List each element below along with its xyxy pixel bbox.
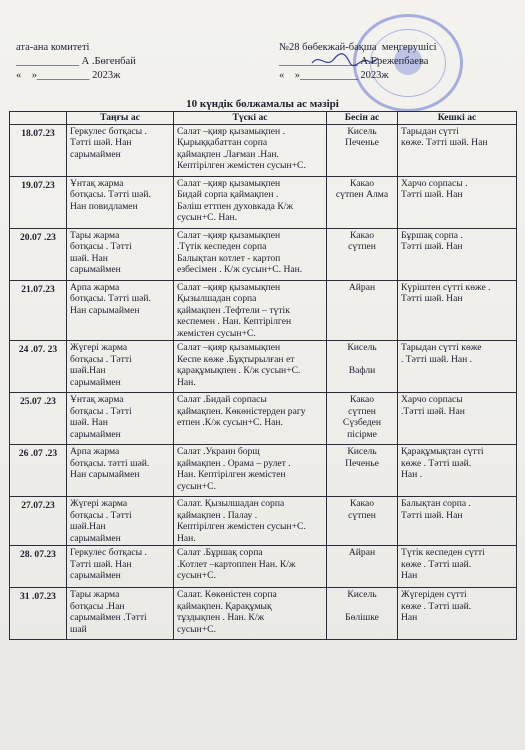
breakfast-cell: Жүгері жарма ботқасы . Тәтті шәй.Нан сарымаймен [67, 341, 174, 393]
director-date-line: « »___________ 2023ж [279, 70, 389, 81]
date-cell: 24 .07. 23 [10, 341, 67, 393]
snack-cell: Какао сүтпен [327, 228, 398, 280]
breakfast-cell: Ұнтақ жарма ботқасы. Тәтті шәй. Нан повидламен [67, 176, 174, 228]
director-signature-line: _______________ А.Ережепбаева [279, 56, 429, 67]
breakfast-cell: Геркулес ботқасы . Тәтті шәй. Нан сарымаймен [67, 546, 174, 588]
date-cell: 31 .07.23 [10, 588, 67, 640]
dinner-cell: Харчо сорпасы . Тәтті шәй. Нан [398, 176, 517, 228]
parent-committee-date-line: « »__________ 2023ж [16, 70, 121, 81]
snack-cell: Кисель Бөлішке [327, 588, 398, 640]
dinner-cell: Балықтан сорпа . Тәтті шәй. Нан [398, 497, 517, 546]
lunch-cell: Салат –қияр қызамықпен . Қырыққабаттан сорпа қаймақпен .Лағман .Нан. Кептірілген жемістен сусын+С. [174, 124, 327, 176]
parent-committee-signature-line: ____________ А .Бөгенбай [16, 56, 136, 67]
lunch-cell: Салат –қияр қызамықпен Бидай сорпа қаймақпен . Бәліш еттпен духовкада К/ж сусын+С. Нан. [174, 176, 327, 228]
table-row [10, 124, 517, 176]
lunch-cell: Салат –қияр қызамықпен Қызылшадан сорпа қаймақпен .Тефтели – түтік кеспемен . Нан. Кептірілген жемістен сусын+С. [174, 280, 327, 341]
lunch-cell: Салат .Украин борщ қаймақпен . Орама – рулет . Нан. Кептірілген жемістен сусын+С. [174, 445, 327, 497]
date-cell: 20.07 .23 [10, 228, 67, 280]
date-cell: 25.07 .23 [10, 393, 67, 445]
header-date [10, 112, 67, 125]
header-breakfast: Таңғы ас [67, 112, 174, 125]
lunch-cell: Салат .Бидай сорпасы қаймақпен. Көкөністерден рагу етпен .К/ж сусын+С. Нан. [174, 393, 327, 445]
dinner-cell: Күріштен сүтті көже . Тәтті шәй. Нан [398, 280, 517, 341]
date-cell: 27.07.23 [10, 497, 67, 546]
header-snack: Бесін ас [327, 112, 398, 125]
snack-cell: Какао сүтпен Алма [327, 176, 398, 228]
breakfast-cell: Геркулес ботқасы . Тәтті шәй. Нан сарымаймен [67, 124, 174, 176]
snack-cell: Какао сүтпен Сүзбеден пісірме [327, 393, 398, 445]
dinner-cell: Жүгеріден сүтті көже . Тәтті шәй. Нан [398, 588, 517, 640]
lunch-cell: Салат –қияр қызамықпен .Түтік кеспеден сорпа Балықтан котлет - картоп езбесімен . К/ж сусын+С. Нан. [174, 228, 327, 280]
table-row [10, 341, 517, 393]
lunch-cell: Салат. Қызылшадан сорпа қаймақпен . Палау . Кептірілген жемістен сусын+С. Нан. [174, 497, 327, 546]
snack-cell: Кисель Печенье [327, 124, 398, 176]
table-row [10, 280, 517, 341]
page-title: 10 күндік болжамалы ас мәзірі [186, 98, 339, 110]
table-header-row [10, 112, 517, 125]
dinner-cell: Бұршақ сорпа . Тәтті шәй. Нан [398, 228, 517, 280]
date-cell: 21.07.23 [10, 280, 67, 341]
dinner-cell: Тарыдан сүтті көже . Тәтті шәй. Нан . [398, 341, 517, 393]
snack-cell: Кисель Печенье [327, 445, 398, 497]
table-row [10, 588, 517, 640]
menu-table [9, 111, 517, 640]
snack-cell: Какао сүтпен [327, 497, 398, 546]
lunch-cell: Салат –қияр қызамықпен Кеспе көже .Бұқтырылған ет қарақұмықпен . К/ж сусын+С. Нан. [174, 341, 327, 393]
parent-committee-label: ата-ана комитеті [16, 42, 90, 53]
breakfast-cell: Тары жарма ботқасы .Нан сарымаймен .Тәтті шай [67, 588, 174, 640]
header-lunch: Түскі ас [174, 112, 327, 125]
table-row [10, 176, 517, 228]
date-cell: 28. 07.23 [10, 546, 67, 588]
dinner-cell: Қарақұмықтан сүтті көже . Тәтті шәй. Нан . [398, 445, 517, 497]
table-row [10, 445, 517, 497]
snack-cell: Айран [327, 546, 398, 588]
snack-cell: Айран [327, 280, 398, 341]
breakfast-cell: Жүгері жарма ботқасы . Тәтті шәй.Нан сарымаймен [67, 497, 174, 546]
header-dinner: Кешкі ас [398, 112, 517, 125]
table-row [10, 497, 517, 546]
dinner-cell: Түтік кеспеден сүтті көже . Тәтті шәй. Нан [398, 546, 517, 588]
lunch-cell: Салат .Бұршақ сорпа .Котлет –картоппен Нан. К/ж сусын+С. [174, 546, 327, 588]
table-row [10, 228, 517, 280]
dinner-cell: Харчо сорпасы .Тәтті шәй. Нан [398, 393, 517, 445]
date-cell: 19.07.23 [10, 176, 67, 228]
date-cell: 26 .07 .23 [10, 445, 67, 497]
breakfast-cell: Тары жарма ботқасы . Тәтті шәй. Нан сарымаймен [67, 228, 174, 280]
breakfast-cell: Арпа жарма ботқасы. Тәтті шәй. Нан сарымаймен [67, 280, 174, 341]
date-cell: 18.07.23 [10, 124, 67, 176]
breakfast-cell: Арпа жарма ботқасы. тәтті шәй. Нан сарымаймен [67, 445, 174, 497]
table-row [10, 393, 517, 445]
director-title: №28 бөбекжай-бақша меңгерушісі [279, 42, 437, 53]
dinner-cell: Тарыдан сүтті көже. Тәтті шәй. Нан [398, 124, 517, 176]
snack-cell: Кисель Вафли [327, 341, 398, 393]
breakfast-cell: Ұнтақ жарма ботқасы . Тәтті шәй. Нан сарымаймен [67, 393, 174, 445]
table-row [10, 546, 517, 588]
lunch-cell: Салат. Көкөністен сорпа қаймақпен. Қарақұмық тұздықпен . Нан. К/ж сусын+С. [174, 588, 327, 640]
